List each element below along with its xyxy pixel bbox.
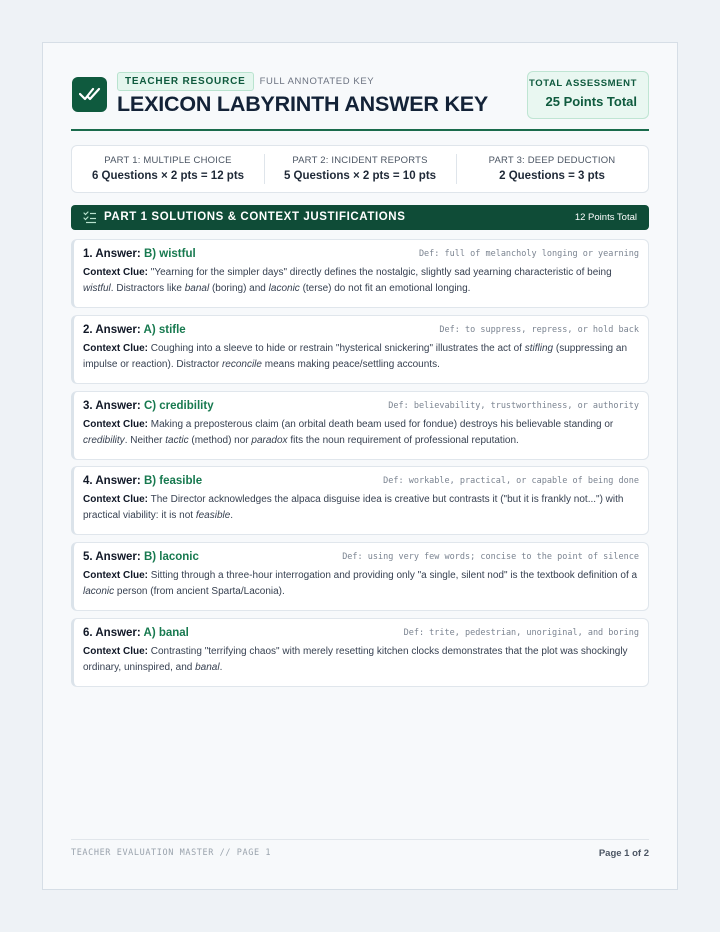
vocab-term: paradox	[251, 435, 288, 446]
context-clue-text	[83, 419, 613, 446]
question-heading	[83, 324, 186, 336]
footer-label: TEACHER EVALUATION MASTER // PAGE 1	[71, 848, 272, 858]
question-card-1	[71, 239, 649, 308]
clue-text-run: person (from ancient Sparta/Laconia).	[114, 586, 285, 597]
context-clue-text	[83, 494, 623, 521]
part-summary-1	[72, 146, 264, 192]
context-clue-label: Context Clue:	[83, 267, 148, 278]
context-clue-label: Context Clue:	[83, 494, 148, 505]
question-answer: B) wistful	[143, 248, 196, 260]
question-definition: Def: using very few words; concise to the point of silence	[342, 552, 639, 562]
vocab-term: stifling	[524, 343, 554, 354]
page-header	[71, 71, 649, 131]
answer-key-page	[42, 42, 678, 890]
total-label: TOTAL ASSESSMENT	[529, 78, 637, 89]
clue-text-run: (boring) and	[209, 283, 269, 294]
total-assessment-box	[527, 71, 649, 119]
clue-text-run: Contrasting "terrifying chaos" with merely resetting kitchen clocks demonstrates that the plot was shockingly ordinary, uninspired, and	[83, 646, 628, 673]
section-header	[71, 205, 649, 230]
question-definition: Def: to suppress, repress, or hold back	[439, 325, 639, 335]
context-clue-text	[83, 267, 612, 294]
clue-text-run: (method) nor	[188, 435, 252, 446]
vocab-term: feasible	[195, 510, 231, 521]
footer-divider	[71, 839, 649, 840]
part-summary-3	[456, 146, 648, 192]
page-number: Page 1 of 2	[598, 848, 649, 859]
vocab-term: reconcile	[221, 359, 262, 370]
question-answer: B) feasible	[143, 475, 203, 487]
vocab-term: banal	[184, 283, 210, 294]
context-clue	[83, 417, 639, 449]
context-clue	[83, 644, 639, 676]
question-number: 6. Answer:	[83, 627, 141, 639]
part-value: 5 Questions × 2 pts = 10 pts	[283, 170, 437, 182]
clue-text-run: fits the noun requirement of professional reputation.	[287, 435, 519, 446]
question-answer: A) stifle	[143, 324, 186, 336]
clue-text-run: . Distractors like	[110, 283, 185, 294]
question-heading	[83, 551, 199, 563]
question-number: 5. Answer:	[83, 551, 141, 563]
clue-text-run: means making peace/settling accounts.	[261, 359, 440, 370]
clue-text-run: .	[230, 510, 234, 521]
question-number: 2. Answer:	[83, 324, 141, 336]
question-card-2	[71, 315, 649, 384]
part-value: 6 Questions × 2 pts = 12 pts	[91, 170, 245, 182]
clue-text-run: (suppressing an impulse or reaction). Distractor	[83, 343, 628, 370]
question-heading	[83, 627, 189, 639]
question-answer: C) credibility	[143, 400, 214, 412]
context-clue-label: Context Clue:	[83, 570, 148, 581]
question-definition: Def: workable, practical, or capable of being done	[383, 476, 639, 486]
tag-row	[117, 71, 374, 91]
context-clue-text	[83, 343, 627, 370]
question-card-5	[71, 542, 649, 611]
clue-text-run: . Neither	[124, 435, 166, 446]
checklist-icon	[83, 211, 97, 229]
question-card-6	[71, 618, 649, 687]
header-subtitle: FULL ANNOTATED KEY	[259, 75, 375, 87]
header-divider	[71, 129, 649, 131]
question-card-4	[71, 466, 649, 535]
context-clue-label: Context Clue:	[83, 343, 148, 354]
question-definition: Def: trite, pedestrian, unoriginal, and boring	[403, 628, 639, 638]
vocab-term: tactic	[165, 435, 189, 446]
question-number: 1. Answer:	[83, 248, 141, 260]
question-number: 3. Answer:	[83, 400, 141, 412]
clue-text-run: Coughing into a sleeve to hide or restrain "hysterical snickering" illustrates the act of	[148, 343, 525, 354]
question-heading	[83, 475, 202, 487]
vocab-term: laconic	[268, 283, 300, 294]
clue-text-run: Making a preposterous claim (an orbital death beam used for fondue) destroys his believable standing or	[148, 419, 614, 430]
clue-text-run: .	[219, 662, 223, 673]
context-clue	[83, 492, 639, 524]
question-definition: Def: believability, trustworthiness, or authority	[388, 401, 639, 411]
context-clue	[83, 341, 639, 373]
parts-summary	[71, 145, 649, 193]
vocab-term: laconic	[83, 586, 115, 597]
question-number: 4. Answer:	[83, 475, 141, 487]
context-clue	[83, 265, 639, 297]
context-clue-text	[83, 646, 628, 673]
vocab-term: wistful	[83, 283, 111, 294]
question-definition: Def: full of melancholy longing or yearning	[418, 249, 639, 259]
part-label: PART 3: DEEP DEDUCTION	[488, 155, 616, 166]
vocab-term: credibility	[83, 435, 125, 446]
double-check-icon	[72, 77, 107, 112]
context-clue-text	[83, 570, 637, 597]
question-answer: B) laconic	[143, 551, 199, 563]
part-label: PART 2: INCIDENT REPORTS	[292, 155, 428, 166]
part-value: 2 Questions = 3 pts	[499, 170, 605, 182]
clue-text-run: Sitting through a three-hour interrogation and providing only "a single, silent nod" is the textbook definition of a	[148, 570, 638, 581]
context-clue-label: Context Clue:	[83, 419, 148, 430]
clue-text-run: "Yearning for the simpler days" directly defines the nostalgic, slightly sad yearning characteristic of being	[148, 267, 612, 278]
part-summary-2	[264, 146, 456, 192]
section-points: 12 Points Total	[574, 212, 637, 223]
question-heading	[83, 400, 214, 412]
part-label: PART 1: MULTIPLE CHOICE	[104, 155, 232, 166]
total-value: 25 Points Total	[545, 94, 637, 109]
question-card-3	[71, 391, 649, 460]
page-title: LEXICON LABYRINTH ANSWER KEY	[117, 92, 489, 116]
context-clue	[83, 568, 639, 600]
question-heading	[83, 248, 196, 260]
resource-badge: TEACHER RESOURCE	[117, 72, 254, 91]
context-clue-label: Context Clue:	[83, 646, 148, 657]
clue-text-run: (terse) do not fit an emotional longing.	[299, 283, 471, 294]
clue-text-run: The Director acknowledges the alpaca disguise idea is creative but contrasts it ("but it is frankly not...") with practical viability: it is not	[83, 494, 624, 521]
question-answer: A) banal	[143, 627, 189, 639]
section-title: PART 1 SOLUTIONS & CONTEXT JUSTIFICATIONS	[104, 211, 406, 223]
vocab-term: banal	[195, 662, 220, 673]
